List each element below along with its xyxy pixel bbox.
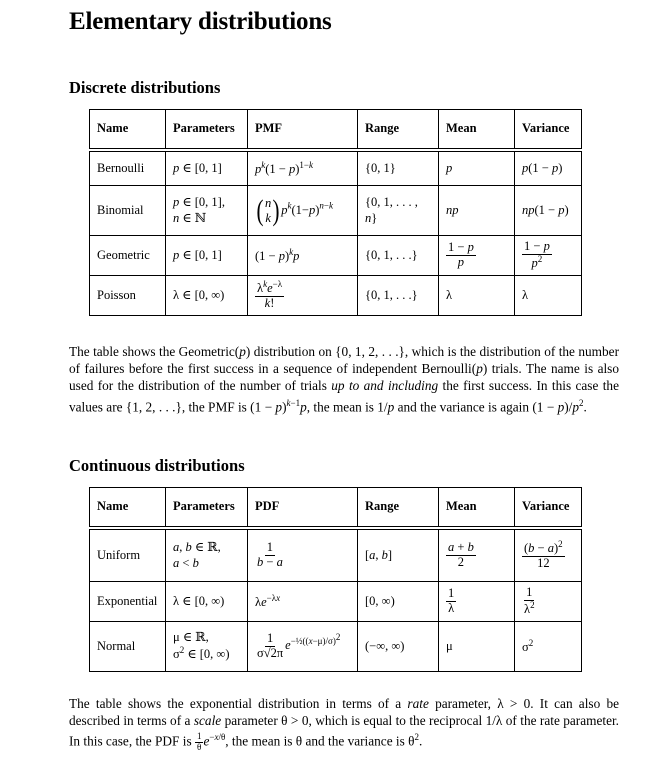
dist-pmf: $(1 - p)^kp$: [248, 236, 358, 276]
table-row: [90, 236, 582, 276]
dist-pdf: $\frac{1}{\sigma√2\pi}$ $e^{-\frac{1}{2}((x-\mu)/\sigma)^2}$: [248, 622, 358, 672]
dist-mean: $\frac{1 - p}{p}$: [439, 236, 515, 276]
dist-pdf: $\lambda e^{-\lambda x}$: [248, 582, 358, 622]
dist-variance: p(1 − p): [515, 152, 582, 186]
dist-pmf: $\frac{\lambda^ke^{-\lambda}}{k!}$: [248, 276, 358, 316]
table-row: [90, 622, 582, 672]
dist-mean: μ: [439, 622, 515, 672]
page-title: Elementary distributions: [69, 8, 332, 35]
continuous-table: [89, 487, 582, 672]
col-variance: Variance: [515, 488, 582, 527]
discrete-heading: Discrete distributions: [69, 78, 221, 97]
dist-range: {0, 1}: [358, 152, 439, 186]
discrete-paragraph: The table shows the Geometric(p) distribution on {0, 1, 2, . . .}, which is the distribution of the number of failures before the first success in a sequence of independent Bernoulli(p) trials. The name is also used for the distribution of the number of trials up to and including the first success. In this case the values are {1, 2, . . .}, the PMF is $(1 - p)^{k-1}p$, the mean is 1/p and the variance is again $(1 - p)/p^2$.: [69, 344, 619, 415]
col-name: Name: [90, 488, 166, 527]
col-name: Name: [90, 110, 166, 149]
dist-name: Exponential: [90, 582, 166, 622]
col-mean: Mean: [439, 110, 515, 149]
dist-name: Geometric: [90, 236, 166, 276]
col-parameters: Parameters: [166, 110, 248, 149]
dist-name: Poisson: [90, 276, 166, 316]
col-parameters: Parameters: [166, 488, 248, 527]
dist-name: Binomial: [90, 186, 166, 236]
table-row: [90, 186, 582, 236]
dist-mean: np: [439, 186, 515, 236]
dist-mean: $\frac{1}{\lambda}$: [439, 582, 515, 622]
dist-variance: $\sigma^2$: [515, 622, 582, 672]
dist-params: p ∈ [0, 1]: [166, 236, 248, 276]
dist-mean: $\frac{a + b}{2}$: [439, 530, 515, 582]
discrete-table: [89, 109, 582, 316]
continuous-heading: Continuous distributions: [69, 456, 245, 475]
col-range: Range: [358, 110, 439, 149]
dist-range: {0, 1, . . .}: [358, 236, 439, 276]
dist-variance: λ: [515, 276, 582, 316]
dist-name: Bernoulli: [90, 152, 166, 186]
dist-range: (−∞, ∞): [358, 622, 439, 672]
table-row: [90, 530, 582, 582]
dist-params: a, b ∈ ℝ, a < b: [166, 530, 248, 582]
dist-params: p ∈ [0, 1], n ∈ ℕ: [166, 186, 248, 236]
dist-params: λ ∈ [0, ∞): [166, 582, 248, 622]
dist-variance: $\frac{(b - a)^2}{12}$: [515, 530, 582, 582]
col-pmf: PMF: [248, 110, 358, 149]
dist-mean: p: [439, 152, 515, 186]
dist-pmf: $p^k(1 - p)^{1-k}$: [248, 152, 358, 186]
dist-name: Uniform: [90, 530, 166, 582]
dist-variance: np(1 − p): [515, 186, 582, 236]
table-row: [90, 582, 582, 622]
dist-variance: $\frac{1}{\lambda^2}$: [515, 582, 582, 622]
discrete-header-row: [90, 110, 582, 149]
table-row: [90, 276, 582, 316]
col-pdf: PDF: [248, 488, 358, 527]
dist-mean: λ: [439, 276, 515, 316]
continuous-paragraph: The table shows the exponential distribution in terms of a rate parameter, λ > 0. It can also be described in terms of a scale parameter θ > 0, which is equal to the reciprocal 1/λ of the rate parameter. In this case, the PDF is $\frac{1}{\theta}$ $e^{-x/\theta}$, the mean is θ and the variance is $\theta^2$.: [69, 696, 620, 753]
dist-range: [0, ∞): [358, 582, 439, 622]
dist-name: Normal: [90, 622, 166, 672]
dist-range: {0, 1, . . . , n}: [358, 186, 439, 236]
col-mean: Mean: [439, 488, 515, 527]
dist-params: p ∈ [0, 1]: [166, 152, 248, 186]
dist-range: [a, b]: [358, 530, 439, 582]
dist-params: λ ∈ [0, ∞): [166, 276, 248, 316]
dist-variance: $\frac{1 - p}{p^2}$: [515, 236, 582, 276]
col-variance: Variance: [515, 110, 582, 149]
dist-range: {0, 1, . . .}: [358, 276, 439, 316]
col-range: Range: [358, 488, 439, 527]
dist-params: μ ∈ ℝ, $\sigma^2$ ∈ [0, ∞): [166, 622, 248, 672]
continuous-header-row: [90, 488, 582, 527]
dist-pdf: $\frac{1}{b - a}$: [248, 530, 358, 582]
dist-pmf: ( n k ) $p^k(1-p)^{n-k}$: [248, 186, 358, 236]
table-row: [90, 152, 582, 186]
